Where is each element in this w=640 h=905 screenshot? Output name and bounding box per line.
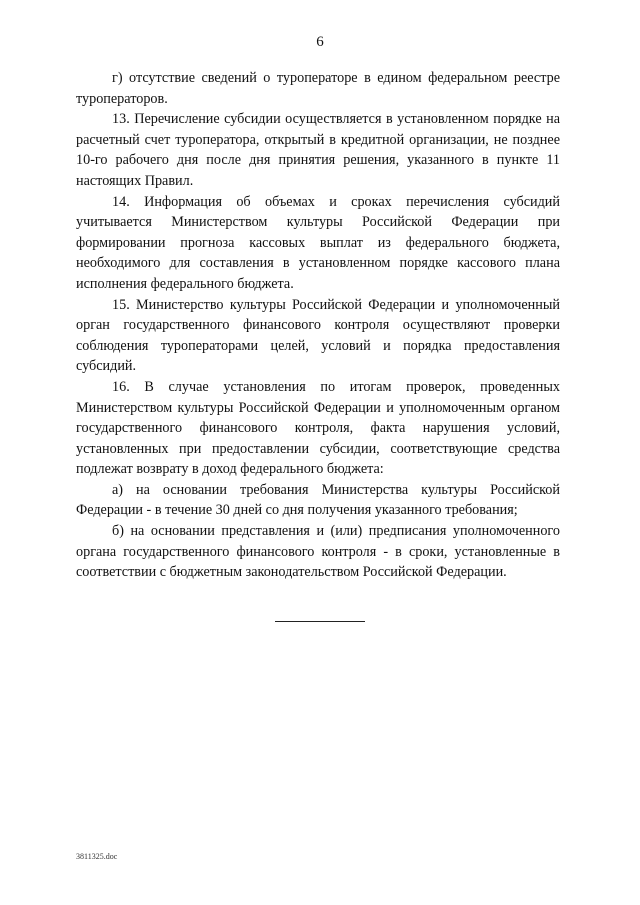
paragraph-12g: г) отсутствие сведений о туроператоре в едином федеральном реестре туроператоров. xyxy=(76,70,560,107)
end-separator-line xyxy=(275,621,365,622)
paragraph-15: 15. Министерство культуры Российской Федерации и уполномоченный орган государственного финансового контроля осуществляют проверки соблюдения туроператорами целей, условий и порядка предоставления субсидий. xyxy=(76,296,560,375)
paragraph-13: 13. Перечисление субсидии осуществляется в установленном порядке на расчетный счет туроператора, открытый в кредитной организации, не позднее 10-го рабочего дня после дня принятия решения, указанного в пункте 11 настоящих Правил. xyxy=(76,111,560,189)
paragraph-16b: б) на основании представления и (или) предписания уполномоченного органа государственного финансового контроля - в сроки, установленные в соответствии с бюджетным законодательством Российской Федерации. xyxy=(76,523,560,581)
paragraph-16a: а) на основании требования Министерства культуры Российской Федерации - в течение 30 дней со дня получения указанного требования; xyxy=(76,481,560,519)
page-number: 6 xyxy=(316,34,324,50)
footer-document-code: 3811325.doc xyxy=(76,852,118,861)
document-body xyxy=(76,68,560,583)
paragraph-16: 16. В случае установления по итогам проверок, проведенных Министерством культуры Российской Федерации и уполномоченным органом государственного финансового контроля, факта нарушения условий, установленных при предоставлении субсидии, соответствующие средства подлежат возврату в доход федерального бюджета: xyxy=(76,378,560,478)
paragraph-14: 14. Информация об объемах и сроках перечисления субсидий учитывается Министерством культуры Российской Федерации при формировании прогноза кассовых выплат из федерального бюджета, необходимого для составления в установленном порядке кассового плана исполнения федерального бюджета. xyxy=(76,193,560,292)
